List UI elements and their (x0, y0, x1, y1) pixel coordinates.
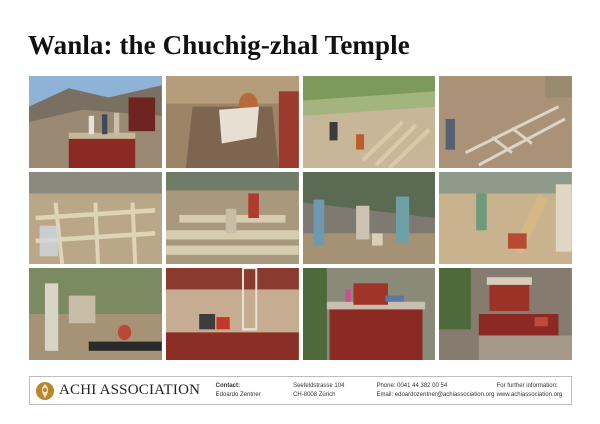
address-block (293, 382, 376, 400)
roof-timbers-photo (303, 76, 436, 168)
roof-planks-photo (166, 172, 299, 264)
worker-in-pit-photo (166, 76, 299, 168)
phone-email-block (376, 382, 496, 400)
contact-block (216, 382, 293, 400)
temple-exterior-photo (303, 268, 436, 360)
photo-grid (29, 76, 572, 360)
timber-grid-photo (29, 172, 162, 264)
website-link[interactable]: www.achiassociation.org (496, 391, 563, 398)
address-city: CH-8008 Zürich (293, 391, 336, 398)
contact-label: Contact: (215, 382, 240, 389)
temple-roof-workers-photo (29, 76, 162, 168)
info-label: For further information: (496, 382, 558, 389)
info-block (497, 382, 571, 400)
achi-logo-icon (35, 381, 55, 401)
footer (29, 376, 572, 405)
email-link[interactable]: Email: edoardozentner@achiassociation.org (376, 391, 495, 398)
sieving-earth-photo (439, 172, 572, 264)
org-name: ACHI ASSOCIATION (59, 382, 201, 398)
timber-framework-photo (439, 76, 572, 168)
page-title: Wanla: the Chuchig-zhal Temple (28, 30, 410, 60)
temple-aerial-photo (439, 268, 572, 360)
worker-with-roll-photo (29, 268, 162, 360)
contact-name: Edoardo Zentner (215, 391, 261, 398)
logo (30, 381, 216, 401)
workers-on-wall-photo (166, 268, 299, 360)
villagers-working-photo (303, 172, 436, 264)
phone-text: Phone: 0041 44 382 00 54 (376, 382, 448, 389)
address-street: Seefeldstrasse 104 (293, 382, 345, 389)
